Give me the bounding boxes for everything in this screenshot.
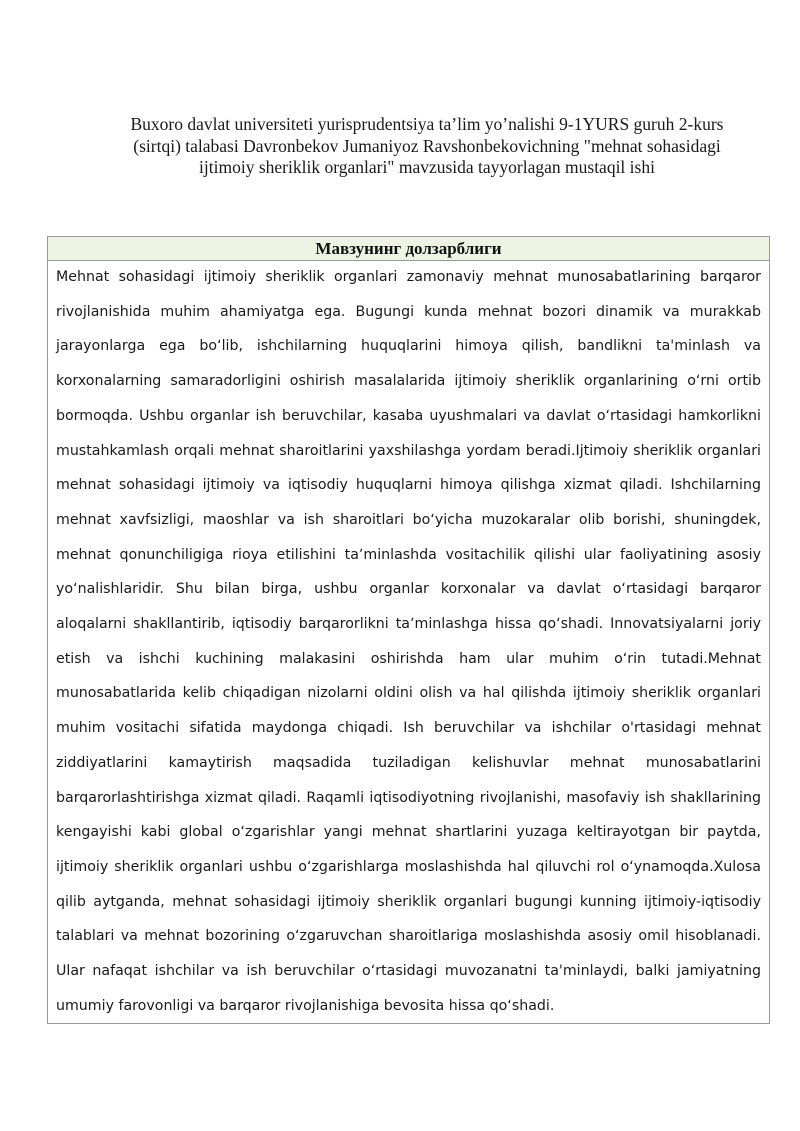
table-body-text: Mehnat sohasidagi ijtimoiy sheriklik organlari zamonaviy mehnat munosabatlarining barqaror rivojlanishida muhim ahamiyatga ega. Bugungi kunda mehnat bozori dinamik va murakkab jarayonlarga ega boʻlib, ishchilarning huquqlarini himoya qilish, bandlikni ta'minlash va korxonalarning samaradorligini oshirish masalalarida ijtimoiy sheriklik organlarining oʻrni ortib bormoqda. Ushbu organlar ish beruvchilar, kasaba uyushmalari va davlat oʻrtasidagi hamkorlikni mustahkamlash orqali mehnat sharoitlarini yaxshilashga yordam beradi.Ijtimoiy sheriklik organlari mehnat sohasidagi ijtimoiy va iqtisodiy huquqlarni himoya qilishga xizmat qiladi. Ishchilarning mehnat xavfsizligi, maoshlar va ish sharoitlari boʻyicha muzokaralar olib borishi, shuningdek, mehnat qonunchiligiga rioya etilishini taʼminlashda vositachilik qilishi ular faoliyatining asosiy yoʻnalishlaridir. Shu bilan birga, ushbu organlar korxonalar va davlat oʻrtasidagi barqaror aloqalarni shakllantirib, iqtisodiy barqarorlikni taʼminlashga hissa qoʻshadi. Innovatsiyalarni joriy etish va ishchi kuchining malakasini oshirishda ham ular muhim oʻrin tutadi.Mehnat munosabatlarida kelib chiqadigan nizolarni oldini olish va hal qilishda ijtimoiy sheriklik organlari muhim vositachi sifatida maydonga chiqadi. Ish beruvchilar va ishchilar o'rtasidagi mehnat ziddiyatlarini kamaytirish maqsadida tuziladigan kelishuvlar mehnat munosabatlarini barqarorlashtirishga xizmat qiladi. Raqamli iqtisodiyotning rivojlanishi, masofaviy ish shakllarining kengayishi kabi global oʻzgarishlar yangi mehnat shartlarini yuzaga keltirayotgan bir paytda, ijtimoiy sheriklik organlari ushbu oʻzgarishlarga moslashishda hal qiluvchi rol oʻynamoqda.Xulosa qilib aytganda, mehnat sohasidagi ijtimoiy sheriklik organlari bugungi kunning ijtimoiy-iqtisodiy talablari va mehnat bozorining oʻzgaruvchan sharoitlariga moslashishda asosiy omil hisoblanadi. Ular nafaqat ishchilar va ish beruvchilar oʻrtasidagi muvozanatni ta'minlaydi, balki jamiyatning umumiy farovonligi va barqaror rivojlanishiga bevosita hissa qoʻshadi. [56,269,761,1014]
topic-relevance-table [47,236,770,1024]
document-title: Buxoro davlat universiteti yurisprudentsiya ta’lim yo’nalishi 9-1YURS guruh 2-kurs (sirtqi) talabasi Davronbekov Jumaniyoz Ravshonbekovichning "mehnat sohasidagi ijtimoiy sheriklik organlari" mavzusida tayyorlagan mustaqil ishi [130,114,724,177]
table-heading: Мавзунинг долзарблиги [48,237,769,261]
